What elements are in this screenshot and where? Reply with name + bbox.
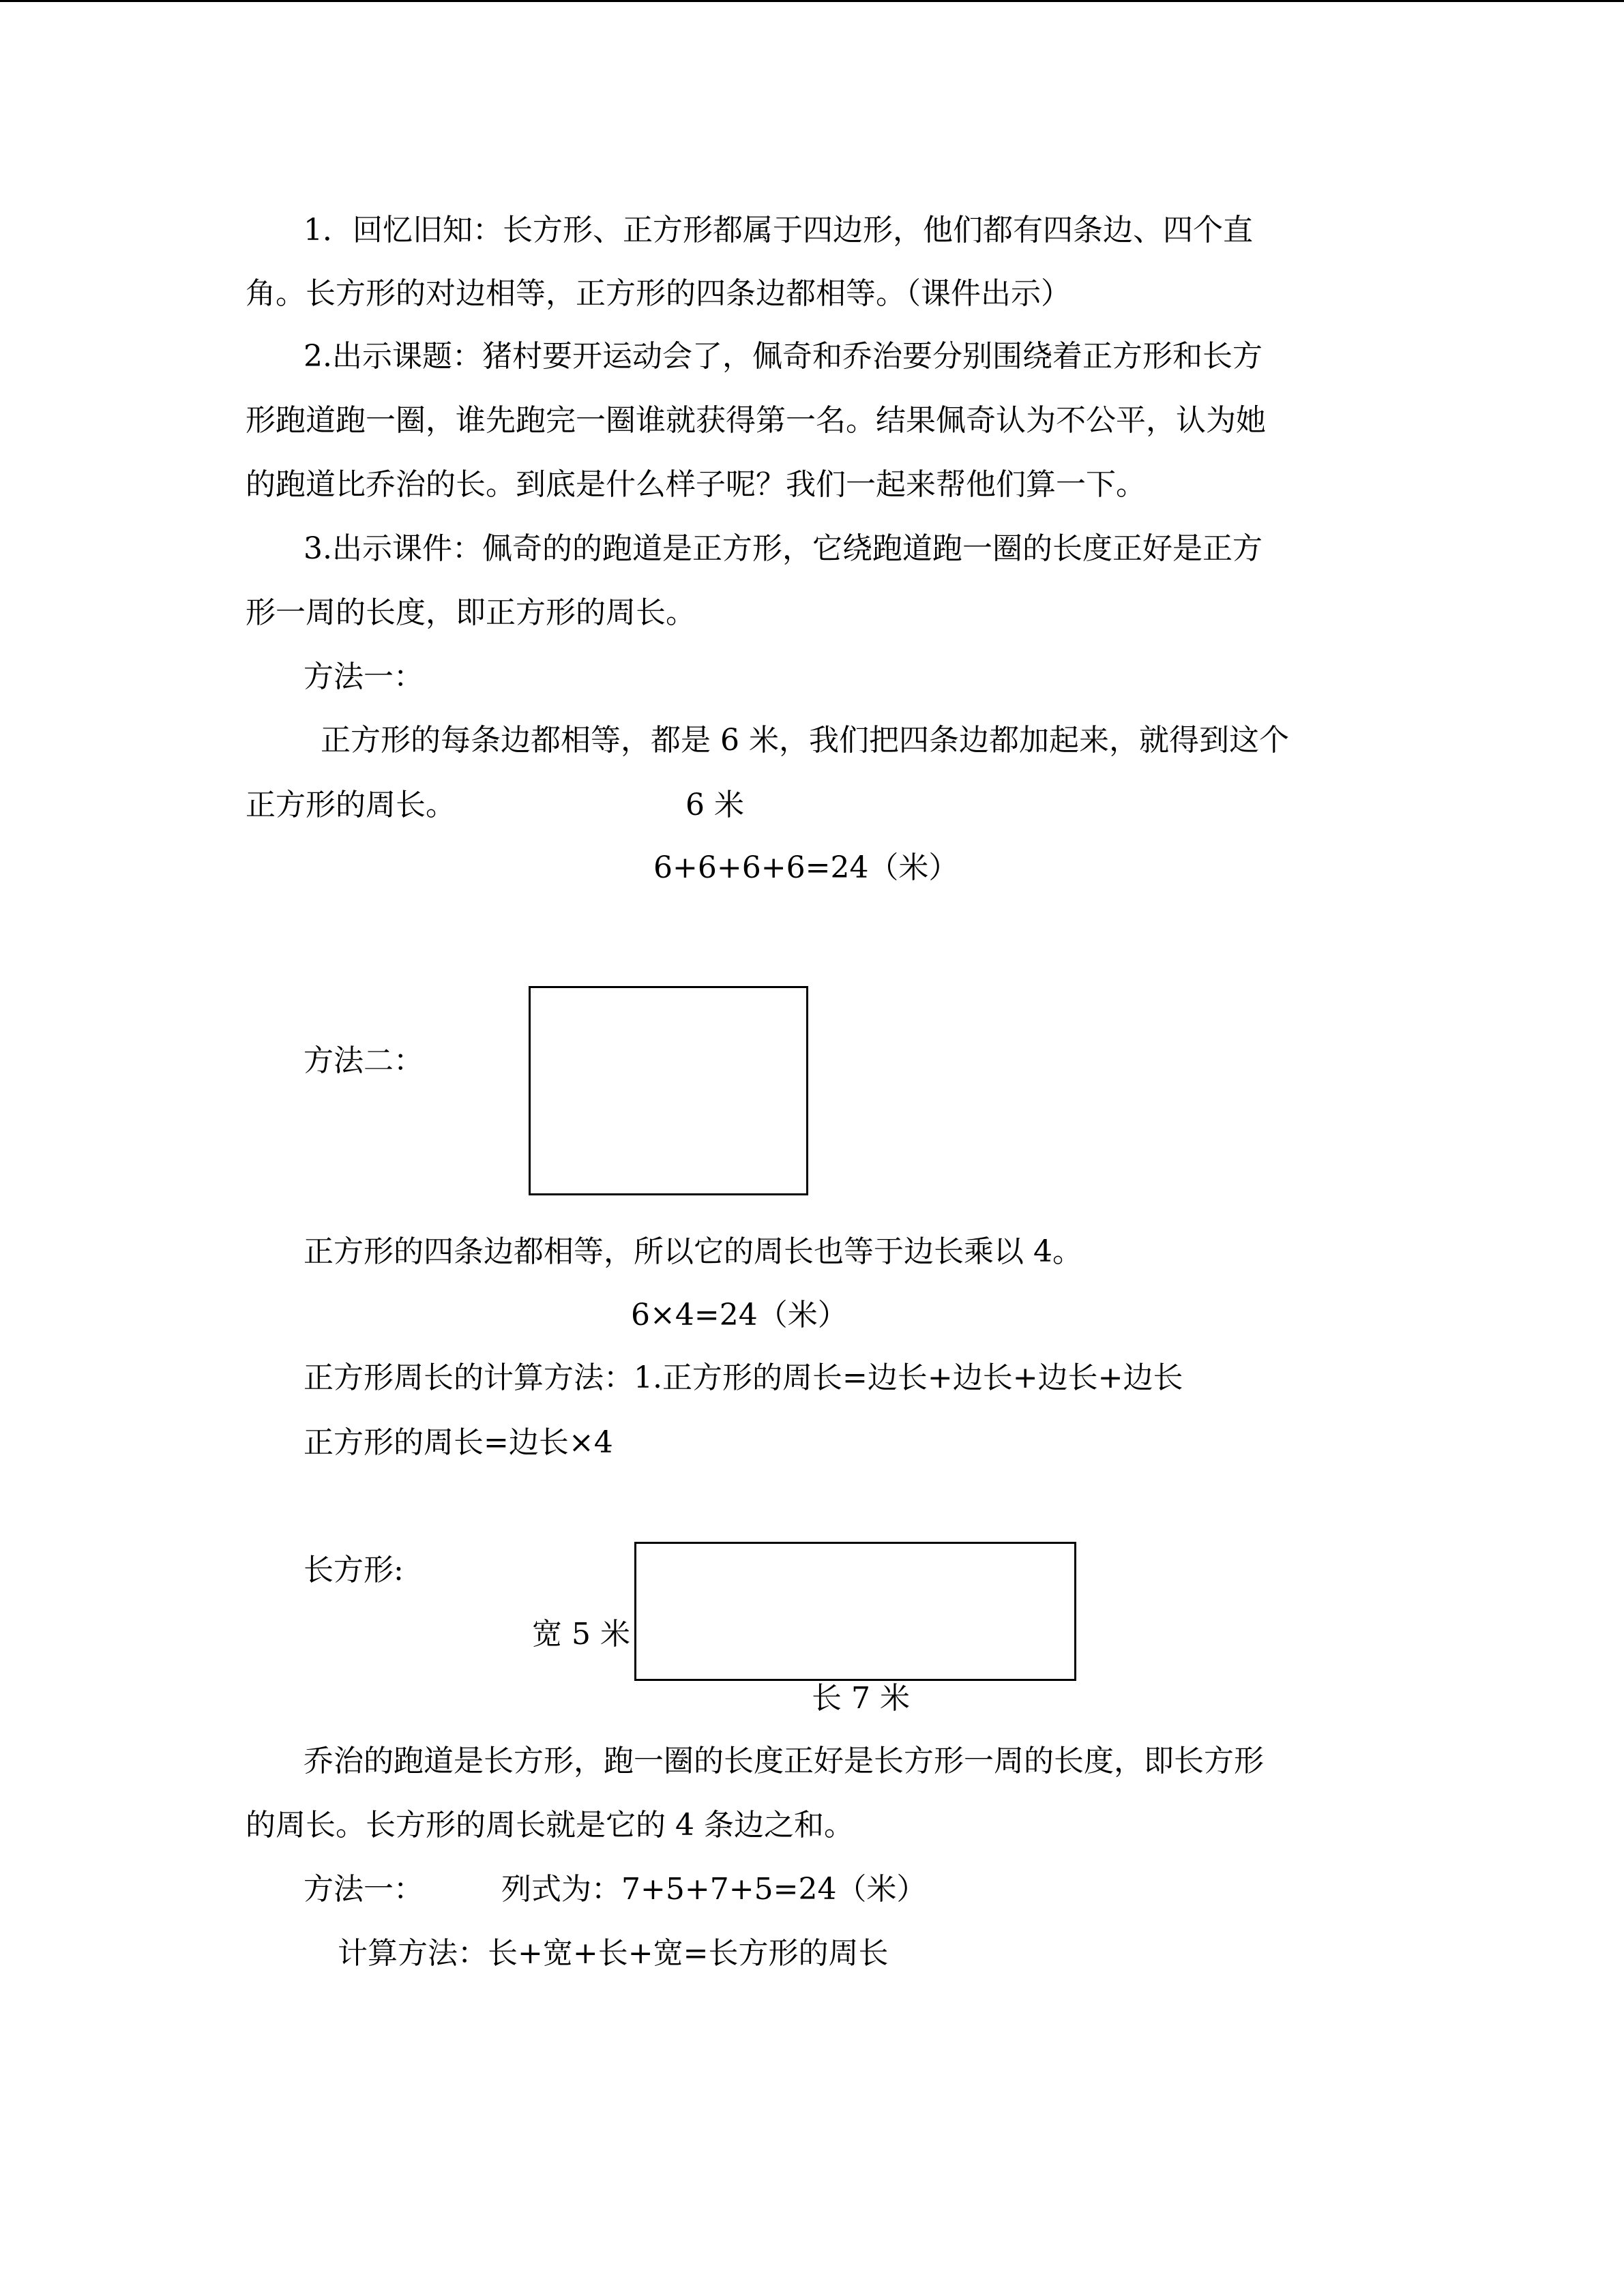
p2-line1: 2.出示课题：猪村要开运动会了，佩奇和乔治要分别围绕着正方形和长方 xyxy=(304,339,1263,374)
p1-line2: 角。长方形的对边相等，正方形的四条边都相等。（课件出示） xyxy=(246,276,1071,311)
p3-line1: 3.出示课件：佩奇的的跑道是正方形，它绕跑道跑一圈的长度正好是正方 xyxy=(304,531,1263,566)
square-method1-label: 方法一： xyxy=(304,659,424,694)
square-formula-line1: 正方形周长的计算方法：1.正方形的周长=边长+边长+边长+边长 xyxy=(304,1360,1183,1395)
rectangle-desc-line1: 乔治的跑道是长方形，跑一圈的长度正好是长方形一周的长度，即长方形 xyxy=(304,1744,1264,1778)
square-method2-text: 正方形的四条边都相等，所以它的周长也等于边长乘以 4。 xyxy=(304,1234,1082,1269)
square-equation2: 6×4=24（米） xyxy=(631,1298,848,1332)
square-method1-line1: 正方形的每条边都相等，都是 6 米，我们把四条边都加起来，就得到这个 xyxy=(321,723,1289,758)
rectangle-calc-method: 计算方法：长+宽+长+宽=长方形的周长 xyxy=(338,1936,889,1971)
square-formula-line2: 正方形的周长=边长×4 xyxy=(304,1425,613,1460)
p2-line3: 的跑道比乔治的长。到底是什么样子呢？我们一起来帮他们算一下。 xyxy=(246,467,1146,502)
rectangle-method1-equation: 列式为：7+5+7+5=24（米） xyxy=(501,1872,927,1907)
p1-line1: 1．回忆旧知：长方形、正方形都属于四边形，他们都有四条边、四个直 xyxy=(304,213,1253,248)
rectangle-desc-line2: 的周长。长方形的周长就是它的 4 条边之和。 xyxy=(246,1808,854,1843)
p2-line2: 形跑道跑一圈，谁先跑完一圈谁就获得第一名。结果佩奇认为不公平，认为她 xyxy=(246,403,1266,438)
rectangle-method1-label: 方法一： xyxy=(304,1872,424,1907)
square-method1-line2: 正方形的周长。 xyxy=(246,788,456,822)
p3-line2: 形一周的长度，即正方形的周长。 xyxy=(246,595,696,630)
rectangle-label: 长方形: xyxy=(304,1553,404,1587)
square-diagram xyxy=(529,986,808,1195)
square-side-label: 6 米 xyxy=(685,788,744,822)
rectangle-width-label: 宽 5 米 xyxy=(532,1617,630,1652)
rectangle-diagram xyxy=(634,1542,1076,1681)
square-equation1: 6+6+6+6=24（米） xyxy=(653,850,959,885)
square-method2-label: 方法二： xyxy=(304,1043,424,1078)
rectangle-length-label: 长 7 米 xyxy=(812,1681,910,1716)
